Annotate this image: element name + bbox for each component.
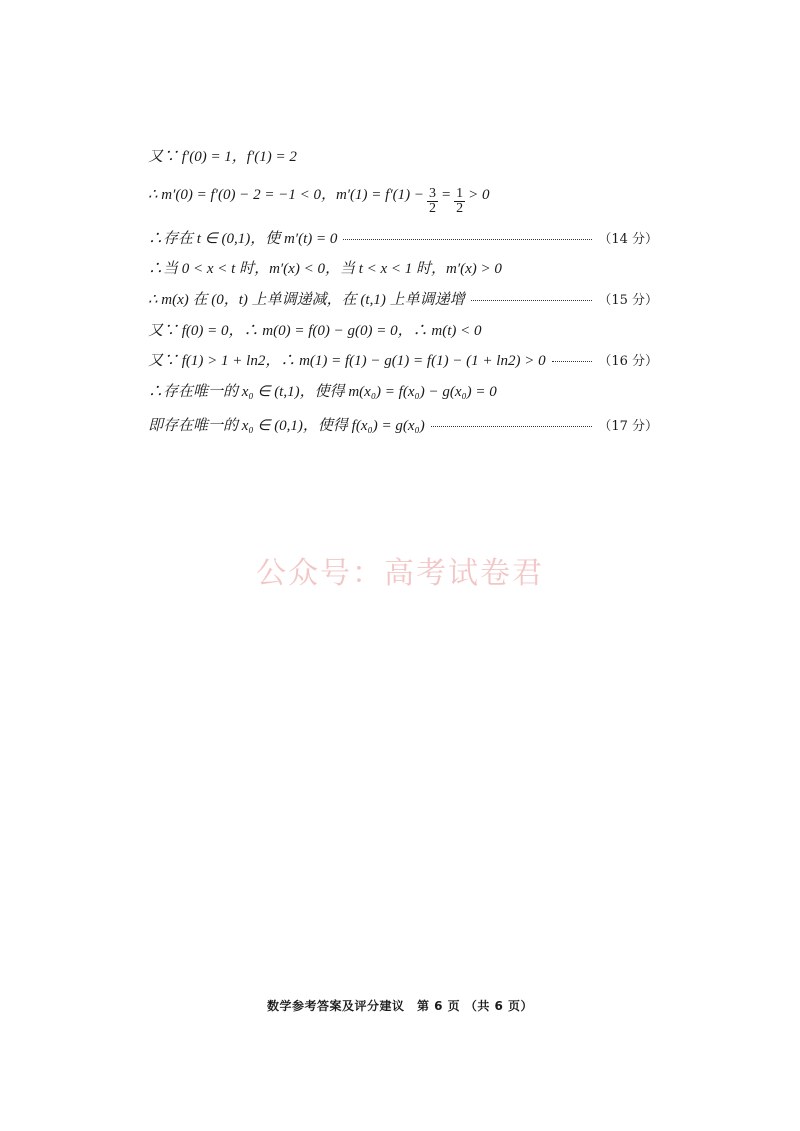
solution-line-7 (148, 352, 658, 371)
page-footer: 数学参考答案及评分建议 第 6 页 （共 6 页） (266, 999, 534, 1013)
solution-text: ∴ m′(0) = f′(0) − 2 = −1 < 0，m′(1) = f′(1) − (148, 187, 424, 203)
solution-text: 又∵ f(0) = 0，∴ m(0) = f(0) − g(0) = 0，∴ m(t) < 0 (148, 323, 482, 339)
solution-line-5 (148, 291, 658, 310)
fraction-one-half (454, 187, 465, 216)
score-mark: （14 分） (598, 232, 658, 247)
solution-line-1 (148, 148, 658, 166)
solution-line-8 (148, 383, 658, 401)
solution-text: > 0 (468, 187, 490, 203)
score-mark: （17 分） (598, 419, 658, 434)
solution-line-3 (148, 230, 658, 249)
dotted-leader (471, 300, 593, 301)
solution-text: ∴当 0 < x < t 时，m′(x) < 0，当 t < x < 1 时，m′(x) > 0 (148, 261, 502, 277)
solution-line-4 (148, 260, 658, 278)
solution-text: ∴存在唯一的 x₀ ∈ (t,1)，使得 m(x₀) = f(x₀) − g(x₀) = 0 (148, 384, 497, 400)
solution-text: ∴存在 t ∈ (0,1)，使 m′(t) = 0 (148, 231, 338, 247)
fraction-denominator: 2 (428, 201, 436, 216)
solution-line-9 (148, 417, 658, 436)
fraction-three-halves (427, 187, 438, 216)
solution-line-2 (148, 186, 658, 218)
watermark: 公众号：高考试卷君 (256, 556, 544, 591)
solution-text: 又∵ f(1) > 1 + ln2，∴ m(1) = f(1) − g(1) = f(1) − (1 + ln2) > 0 (148, 353, 546, 369)
fraction-numerator: 3 (428, 186, 436, 201)
score-mark: （16 分） (598, 354, 658, 369)
equals-sign: = (440, 187, 452, 203)
fraction-numerator: 1 (456, 186, 464, 201)
dotted-leader (343, 239, 592, 240)
fraction-denominator: 2 (456, 201, 464, 216)
solution-text: 即存在唯一的 x₀ ∈ (0,1)，使得 f(x₀) = g(x₀) (148, 418, 425, 434)
score-mark: （15 分） (598, 293, 658, 308)
solution-line-6 (148, 322, 658, 340)
solution-text: 又∵ f′(0) = 1，f′(1) = 2 (148, 149, 297, 165)
solution-text: ∴ m(x) 在 (0，t) 上单调递减，在 (t,1) 上单调递增 (148, 292, 465, 308)
dotted-leader (431, 426, 593, 427)
dotted-leader (552, 361, 593, 362)
